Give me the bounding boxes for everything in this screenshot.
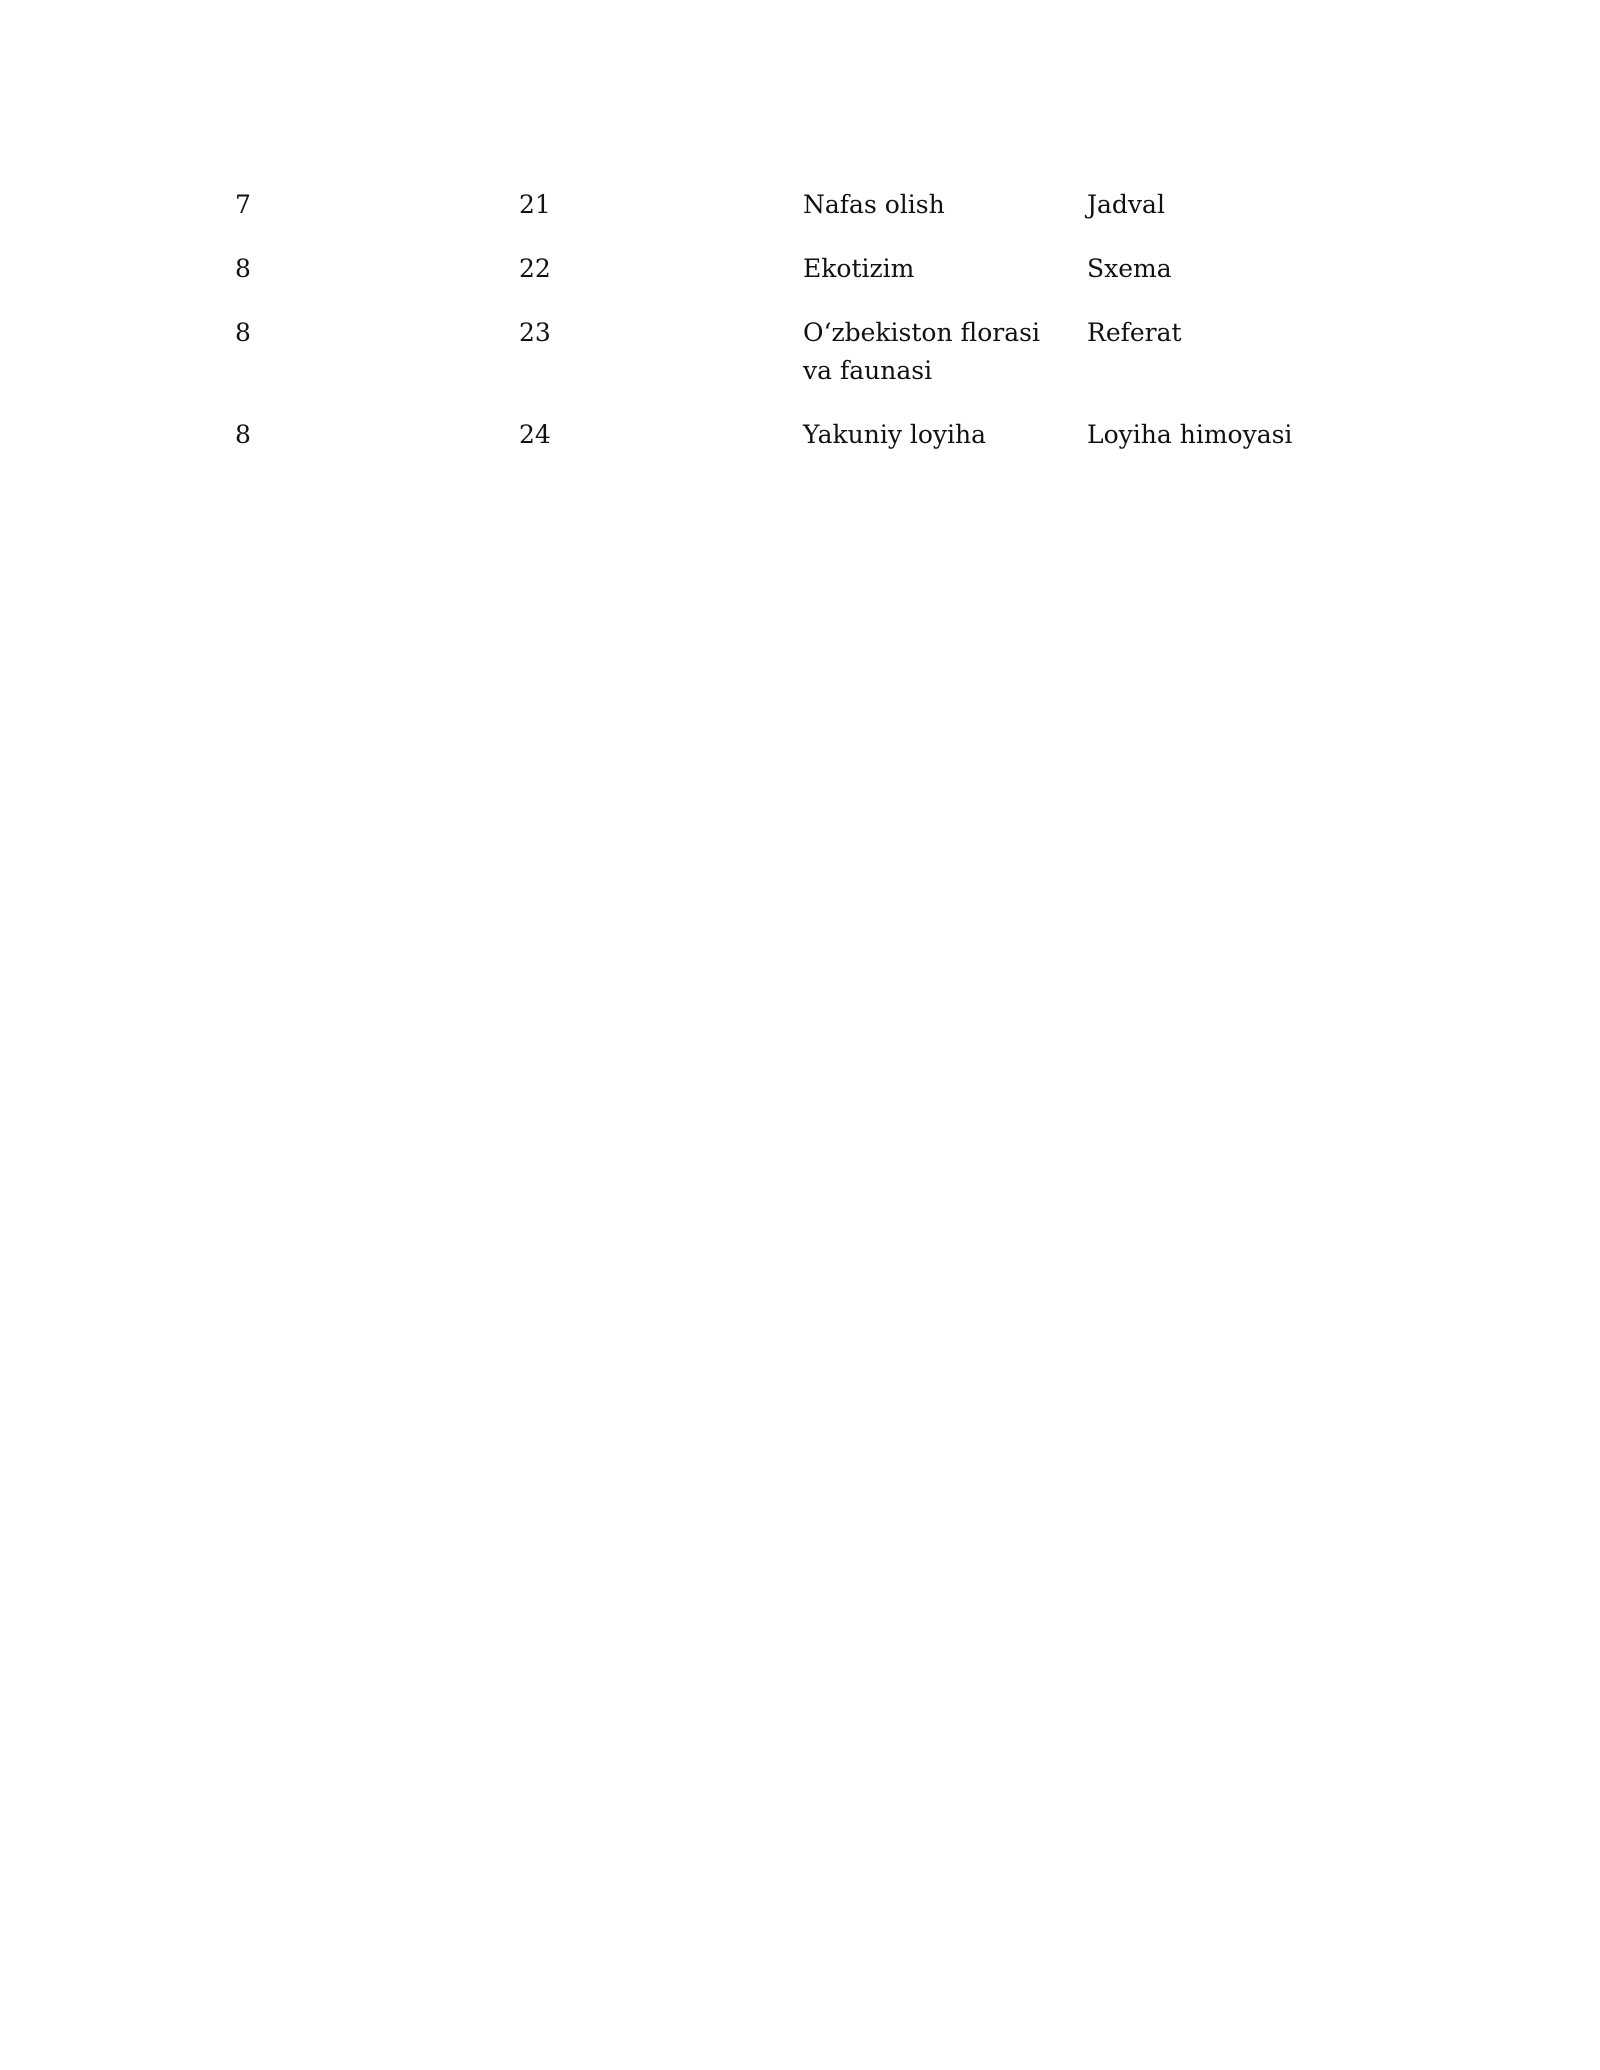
table-cell: 8 (235, 420, 251, 449)
table-cell: Referat (1087, 318, 1182, 347)
table-row (225, 406, 1355, 470)
table-cell: Yakuniy loyiha (803, 420, 987, 449)
table-cell: Ekotizim (803, 254, 915, 283)
table-cell: 21 (519, 190, 551, 219)
table-cell: 8 (235, 254, 251, 283)
table-cell: Jadval (1087, 190, 1165, 219)
table-cell: 24 (519, 420, 551, 449)
table-cell: 22 (519, 254, 551, 283)
table-row (225, 304, 1355, 406)
table-cell: Nafas olish (803, 190, 945, 219)
table-cell: O‘zbekiston florasi va faunasi (803, 318, 1040, 385)
table-cell: 23 (519, 318, 551, 347)
lesson-table (225, 176, 1355, 470)
table-cell: 7 (235, 190, 251, 219)
table-row (225, 240, 1355, 304)
table-cell: 8 (235, 318, 251, 347)
table-cell: Loyiha himoyasi (1087, 420, 1293, 449)
table-cell: Sxema (1087, 254, 1172, 283)
table-row (225, 176, 1355, 240)
